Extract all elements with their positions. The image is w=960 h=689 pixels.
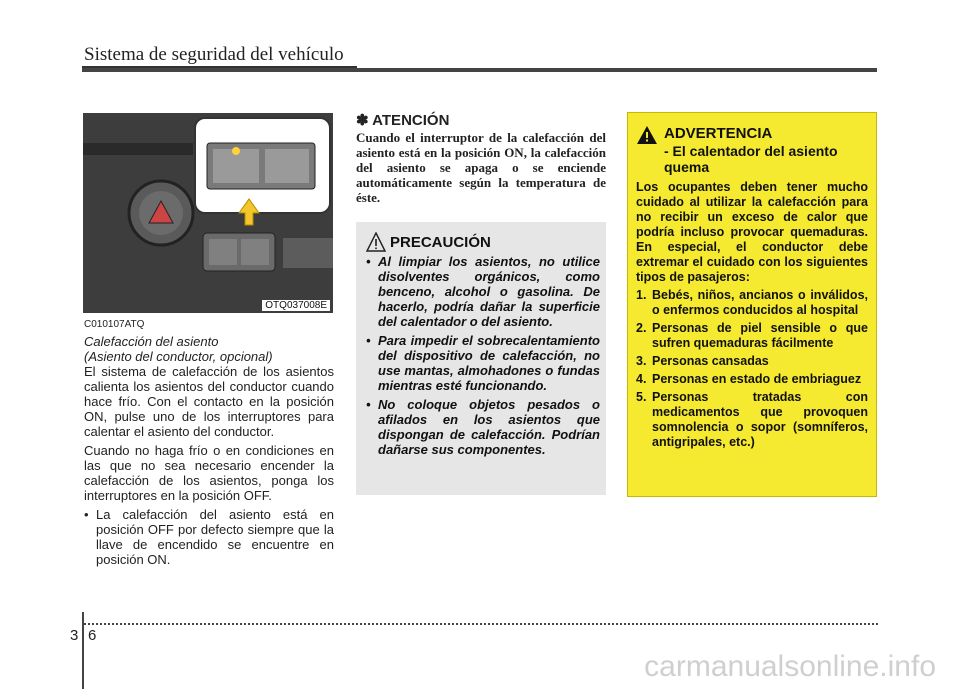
subtitle-line-1: Calefacción del asiento xyxy=(84,334,219,349)
caution-item xyxy=(366,397,600,457)
bullet-text: La calefacción del asiento está en posición OFF por defecto siempre que la llave de encendido se encuentre en posición ON. xyxy=(96,507,334,567)
warning-item xyxy=(636,354,868,369)
caution-text: No coloque objetos pesados o afilados en los asientos que dispongan de calefacción. Podrían dañarse sus componentes. xyxy=(378,397,600,457)
caution-title: PRECAUCIÓN xyxy=(390,234,491,251)
caution-text: Para impedir el sobrecalentamiento del dispositivo de calefacción, no use mantas, almohadones o fundas mientras esté funcionando. xyxy=(378,333,600,393)
caution-bullet: • xyxy=(366,397,371,412)
warning-title: ADVERTENCIA xyxy=(664,125,773,142)
image-reference-label: OTQ037008E xyxy=(262,300,330,311)
warning-item-number: 2. xyxy=(636,321,647,335)
warning-item xyxy=(636,288,868,318)
warning-subtitle: - El calentador del asiento quema xyxy=(664,143,838,175)
watermark: carmanualsonline.info xyxy=(644,650,936,683)
paragraph-2: Cuando no haga frío o en condiciones en las que no sea necesario encender la calefacción de los asientos, ponga los interruptores en la posición OFF. xyxy=(84,443,334,503)
footer-dotted-rule xyxy=(84,623,878,625)
warning-item-number: 1. xyxy=(636,288,647,302)
warning-item-number: 5. xyxy=(636,390,647,404)
section-code: C010107ATQ xyxy=(84,319,145,330)
bullet-item xyxy=(84,507,334,567)
caution-bullet: • xyxy=(366,254,371,269)
page-header-title: Sistema de seguridad del vehículo xyxy=(84,44,344,65)
section-number: 3 xyxy=(70,627,79,644)
warning-item xyxy=(636,321,868,351)
warning-item-text: Personas cansadas xyxy=(652,354,769,368)
caution-item xyxy=(366,254,600,329)
warning-item-number: 4. xyxy=(636,372,647,386)
caution-list xyxy=(366,254,600,461)
warning-body xyxy=(636,180,868,453)
seat-heater-switch-photo xyxy=(83,113,333,313)
subtitle-line-2: (Asiento del conductor, opcional) xyxy=(84,349,273,364)
warning-item-text: Personas de piel sensible o que sufren quemaduras fácilmente xyxy=(652,321,868,350)
caution-text: Al limpiar los asientos, no utilice disolventes orgánicos, como benceno, alcohol o gasolina. De hacerlo, podría dañar la superficie del calentador o del asiento. xyxy=(378,254,600,329)
dashboard-illustration xyxy=(83,113,333,313)
warning-item-text: Personas tratadas con medicamentos que provoquen somnolencia o sopor (somníferos, antigripales, etc.) xyxy=(652,390,868,449)
bullet-marker: • xyxy=(84,507,89,522)
caution-bullet: • xyxy=(366,333,371,348)
warning-box xyxy=(627,112,877,497)
caution-box xyxy=(356,222,606,495)
attention-title: ✽ ATENCIÓN xyxy=(356,112,450,129)
warning-triangle-icon xyxy=(636,125,658,145)
caution-item xyxy=(366,333,600,393)
section-body xyxy=(84,364,334,567)
warning-item-text: Personas en estado de embriaguez xyxy=(652,372,862,386)
warning-item-text: Bebés, niños, ancianos o inválidos, o enfermos conducidos al hospital xyxy=(652,288,868,317)
page-number: 6 xyxy=(88,627,97,644)
warning-intro: Los ocupantes deben tener mucho cuidado al utilizar la calefacción para no recibir un exceso de calor que podría incluso provocar quemaduras. En especial, el conductor debe extremar el cuidado con los siguientes tipos de pasajeros: xyxy=(636,180,868,284)
header-rule xyxy=(82,68,877,72)
warning-item xyxy=(636,390,868,450)
caution-triangle-icon xyxy=(366,232,386,252)
paragraph-1: El sistema de calefacción de los asientos calienta los asientos del conductor cuando hace frío. Con el contacto en la posición ON, pulse uno de los interruptores para calentar el asiento del conductor. xyxy=(84,364,334,439)
section-subtitle xyxy=(84,334,334,364)
warning-item xyxy=(636,372,868,387)
attention-body: Cuando el interruptor de la calefacción del asiento está en la posición ON, la calefacción del asiento se apaga o se enciende automáticamente según la temperatura de éste. xyxy=(356,130,606,205)
warning-item-number: 3. xyxy=(636,354,647,368)
